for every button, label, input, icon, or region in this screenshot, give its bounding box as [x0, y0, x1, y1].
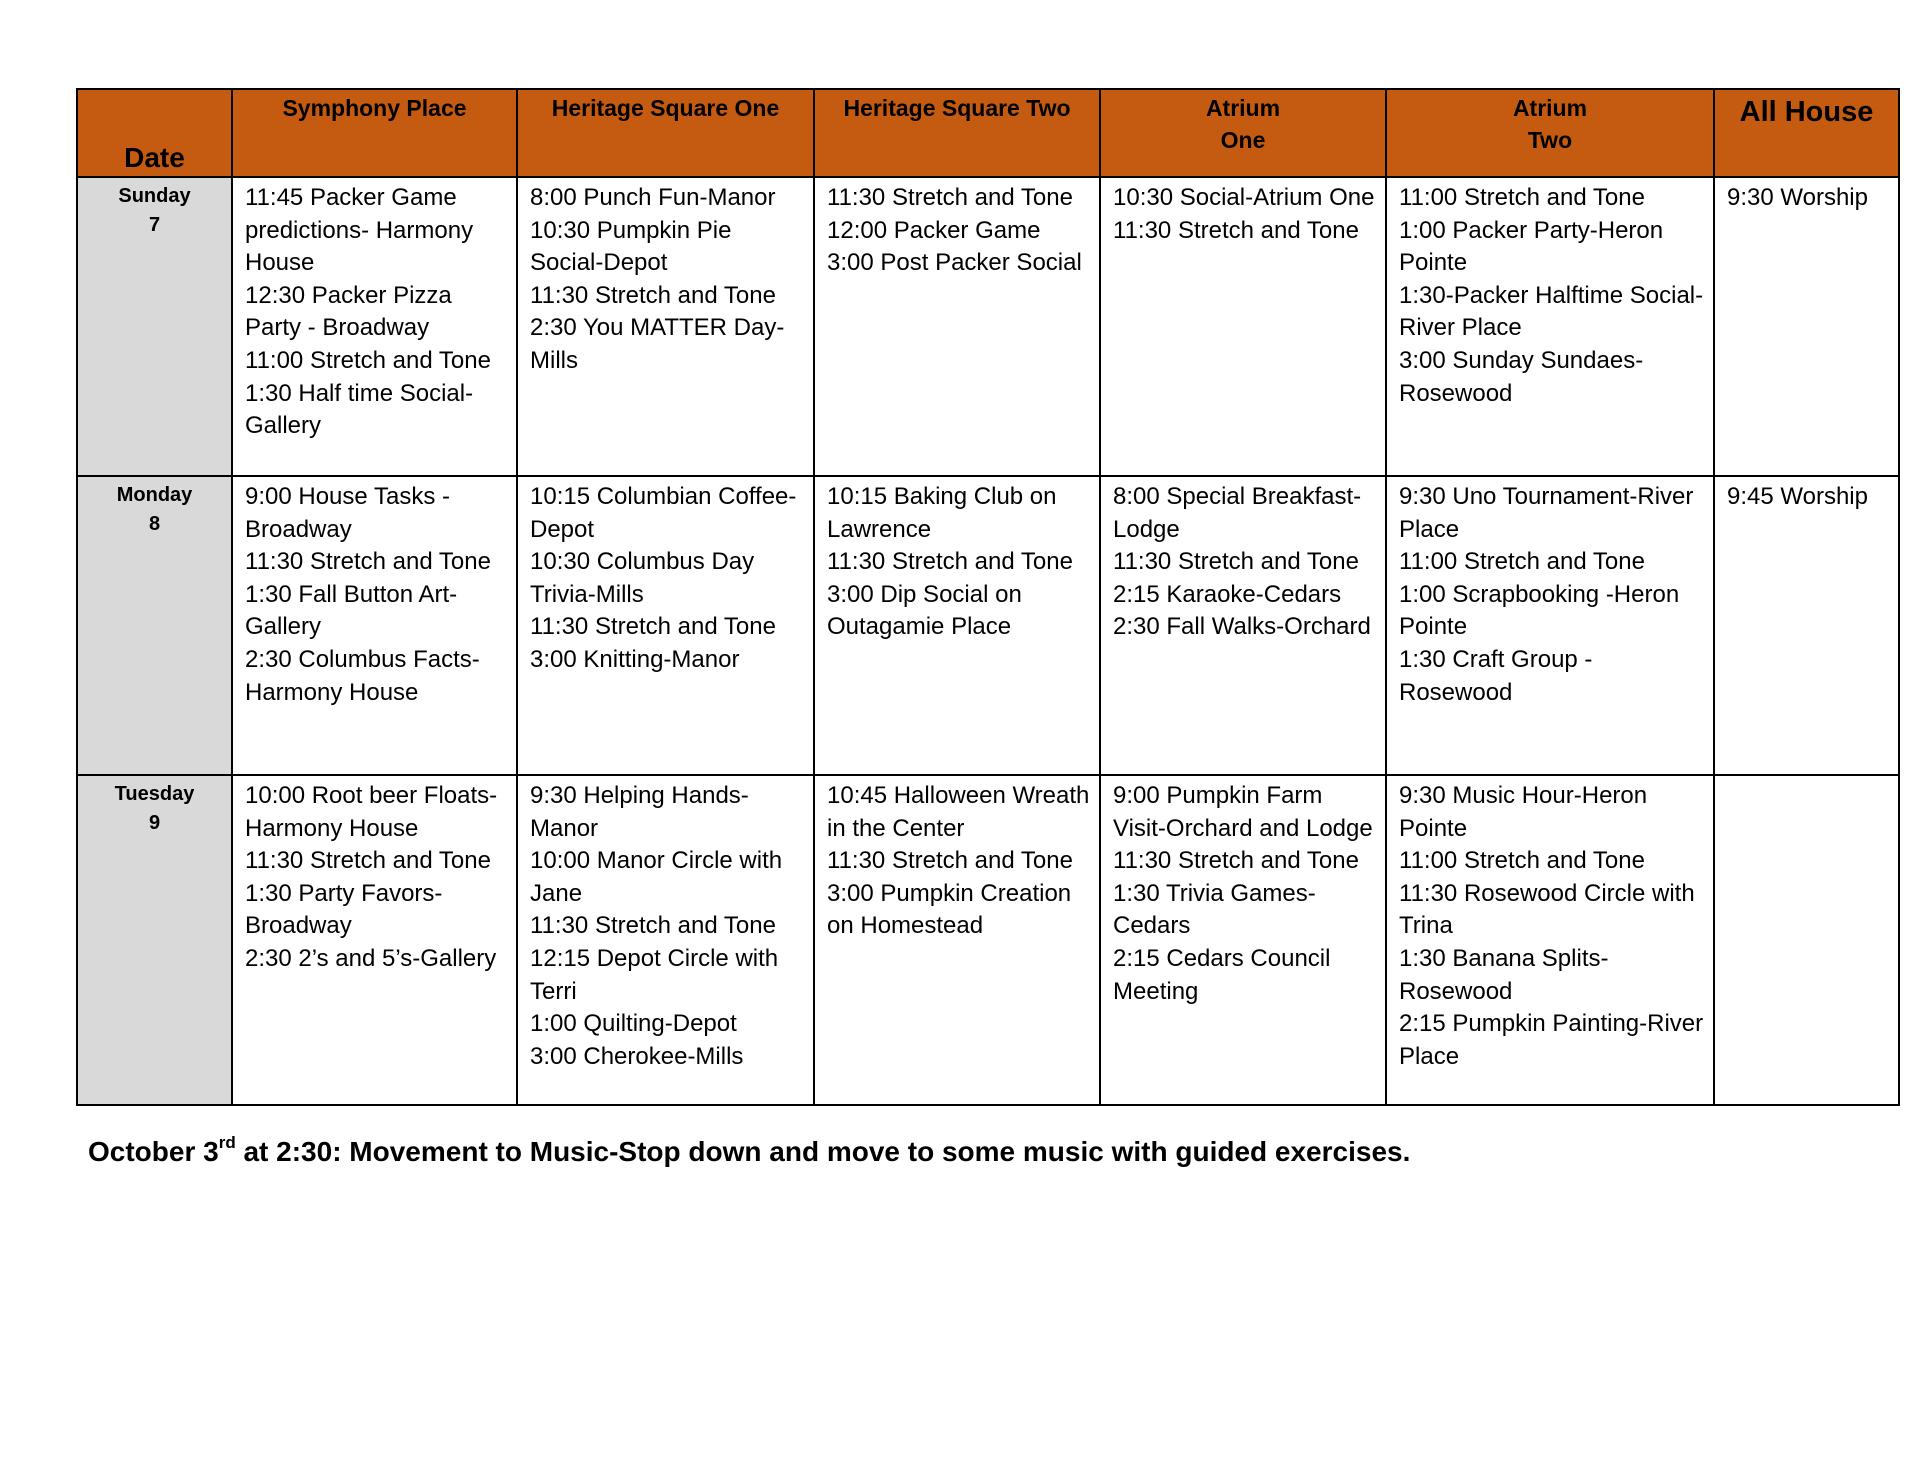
day-cell — [77, 775, 232, 1105]
note-text: at 2:30: Movement to Music-Stop down and move to some music with guided exercises. — [235, 1136, 1411, 1167]
event-item: 3:00 Cherokee-Mills — [530, 1042, 744, 1070]
day-number: 9 — [148, 812, 161, 834]
header-atrium-two: Atrium Two — [1386, 89, 1714, 177]
day-cell — [77, 177, 232, 476]
schedule-row-monday — [77, 476, 1899, 775]
events-cell-atrium-two — [1386, 775, 1714, 1105]
event-item: 11:45 Packer Game predictions- Harmony House — [245, 184, 474, 277]
event-item: 2:30 You MATTER Day-Mills — [530, 314, 785, 374]
header-all-house: All House — [1714, 89, 1899, 177]
header-heritage-square-two: Heritage Square Two — [814, 89, 1100, 177]
event-item: 3:00 Sunday Sundaes-Rosewood — [1399, 346, 1644, 407]
event-item: 3:00 Dip Social on Outagamie Place — [827, 580, 1022, 641]
events-cell-heritage-square-two — [814, 476, 1100, 775]
event-item: 10:15 Columbian Coffee-Depot — [530, 483, 797, 543]
header-symphony-place: Symphony Place — [232, 89, 517, 177]
event-item: 1:30 Craft Group - Rosewood — [1399, 645, 1593, 706]
event-item: 10:15 Baking Club on Lawrence — [827, 483, 1057, 543]
event-item: 12:15 Depot Circle with Terri — [530, 944, 779, 1005]
event-item: 1:30 Banana Splits-Rosewood — [1399, 944, 1609, 1005]
event-item: 12:30 Packer Pizza Party - Broadway — [245, 281, 452, 342]
event-item: 3:00 Post Packer Social — [827, 249, 1082, 277]
event-item: 11:30 Stretch and Tone — [245, 847, 491, 875]
event-item: 1:00 Packer Party-Heron Pointe — [1399, 216, 1664, 277]
day-number: 7 — [148, 214, 161, 236]
event-item: 1:30-Packer Halftime Social-River Place — [1399, 281, 1704, 342]
event-item: 9:00 Pumpkin Farm Visit-Orchard and Lodge — [1113, 782, 1373, 842]
footer-note — [88, 1133, 1411, 1168]
event-item: 8:00 Punch Fun-Manor — [530, 184, 776, 211]
event-item: 10:30 Social-Atrium One — [1113, 184, 1375, 211]
events-cell-all-house — [1714, 775, 1899, 1105]
event-item: 9:30 Helping Hands-Manor — [530, 782, 749, 842]
event-item: 1:00 Scrapbooking -Heron Pointe — [1399, 580, 1680, 641]
event-item: 9:45 Worship — [1727, 483, 1868, 510]
event-item: 11:30 Stretch and Tone — [530, 912, 776, 940]
event-item: 2:30 2’s and 5’s-Gallery — [245, 944, 497, 972]
events-cell-heritage-square-one — [517, 476, 814, 775]
event-item: 12:00 Packer Game — [827, 216, 1041, 244]
event-item: 10:30 Pumpkin Pie Social-Depot — [530, 216, 732, 277]
events-cell-atrium-one — [1100, 775, 1386, 1105]
event-item: 1:00 Quilting-Depot — [530, 1010, 737, 1038]
header-heritage-square-one: Heritage Square One — [517, 89, 814, 177]
event-item: 8:00 Special Breakfast-Lodge — [1113, 483, 1362, 543]
activity-schedule-table — [76, 88, 1900, 1106]
day-name: Sunday — [118, 185, 191, 207]
event-item: 11:30 Stretch and Tone — [245, 548, 491, 576]
event-item: 2:30 Fall Walks-Orchard — [1113, 613, 1371, 641]
event-item: 11:30 Stretch and Tone — [1113, 847, 1359, 875]
event-item: 1:30 Fall Button Art-Gallery — [245, 580, 458, 641]
event-item: 10:30 Columbus Day Trivia-Mills — [530, 548, 755, 608]
event-item: 9:00 House Tasks - Broadway — [245, 483, 450, 543]
event-item: 11:00 Stretch and Tone — [1399, 184, 1645, 211]
events-cell-atrium-two — [1386, 177, 1714, 476]
event-item: 11:00 Stretch and Tone — [1399, 548, 1645, 576]
event-item: 10:45 Halloween Wreath in the Center — [827, 782, 1090, 842]
event-item: 11:30 Stretch and Tone — [530, 613, 776, 641]
header-row — [77, 89, 1899, 177]
day-name: Monday — [116, 484, 193, 506]
day-number: 8 — [148, 513, 161, 535]
event-item: 11:30 Rosewood Circle with Trina — [1399, 879, 1695, 940]
note-ordinal-suffix: rd — [218, 1133, 236, 1152]
header-date: Date — [77, 89, 232, 177]
event-item: 10:00 Manor Circle with Jane — [530, 847, 783, 907]
event-item: 11:00 Stretch and Tone — [1399, 847, 1645, 875]
day-cell — [77, 476, 232, 775]
events-cell-all-house — [1714, 177, 1899, 476]
header-atrium-one: Atrium One — [1100, 89, 1386, 177]
event-item: 9:30 Worship — [1727, 184, 1868, 211]
event-item: 9:30 Uno Tournament-River Place — [1399, 483, 1694, 543]
day-name: Tuesday — [114, 783, 195, 805]
event-item: 11:30 Stretch and Tone — [1113, 216, 1359, 244]
events-cell-atrium-one — [1100, 177, 1386, 476]
event-item: 11:30 Stretch and Tone — [827, 184, 1073, 211]
event-item: 2:15 Karaoke-Cedars — [1113, 580, 1342, 608]
event-item: 3:00 Pumpkin Creation on Homestead — [827, 879, 1072, 940]
events-cell-heritage-square-one — [517, 775, 814, 1105]
schedule-row-tuesday — [77, 775, 1899, 1105]
event-item: 9:30 Music Hour-Heron Pointe — [1399, 782, 1648, 842]
events-cell-symphony-place — [232, 476, 517, 775]
schedule-row-sunday — [77, 177, 1899, 476]
event-item: 11:30 Stretch and Tone — [530, 281, 776, 309]
event-item: 1:30 Party Favors-Broadway — [245, 879, 443, 940]
event-item: 1:30 Half time Social-Gallery — [245, 379, 474, 440]
event-item: 2:15 Pumpkin Painting-River Place — [1399, 1010, 1704, 1070]
events-cell-atrium-one — [1100, 476, 1386, 775]
event-item: 11:30 Stretch and Tone — [827, 548, 1073, 576]
event-item: 1:30 Trivia Games-Cedars — [1113, 879, 1316, 940]
event-item: 11:00 Stretch and Tone — [245, 346, 491, 374]
event-item: 2:30 Columbus Facts-Harmony House — [245, 645, 480, 706]
event-item: 3:00 Knitting-Manor — [530, 645, 740, 673]
events-cell-heritage-square-two — [814, 177, 1100, 476]
event-item: 10:00 Root beer Floats-Harmony House — [245, 782, 498, 842]
note-date: October 3 — [88, 1136, 219, 1167]
event-item: 2:15 Cedars Council Meeting — [1113, 944, 1331, 1005]
events-cell-all-house — [1714, 476, 1899, 775]
event-item: 11:30 Stretch and Tone — [1113, 548, 1359, 576]
event-item: 11:30 Stretch and Tone — [827, 847, 1073, 875]
events-cell-heritage-square-one — [517, 177, 814, 476]
events-cell-heritage-square-two — [814, 775, 1100, 1105]
events-cell-symphony-place — [232, 775, 517, 1105]
events-cell-symphony-place — [232, 177, 517, 476]
events-cell-atrium-two — [1386, 476, 1714, 775]
